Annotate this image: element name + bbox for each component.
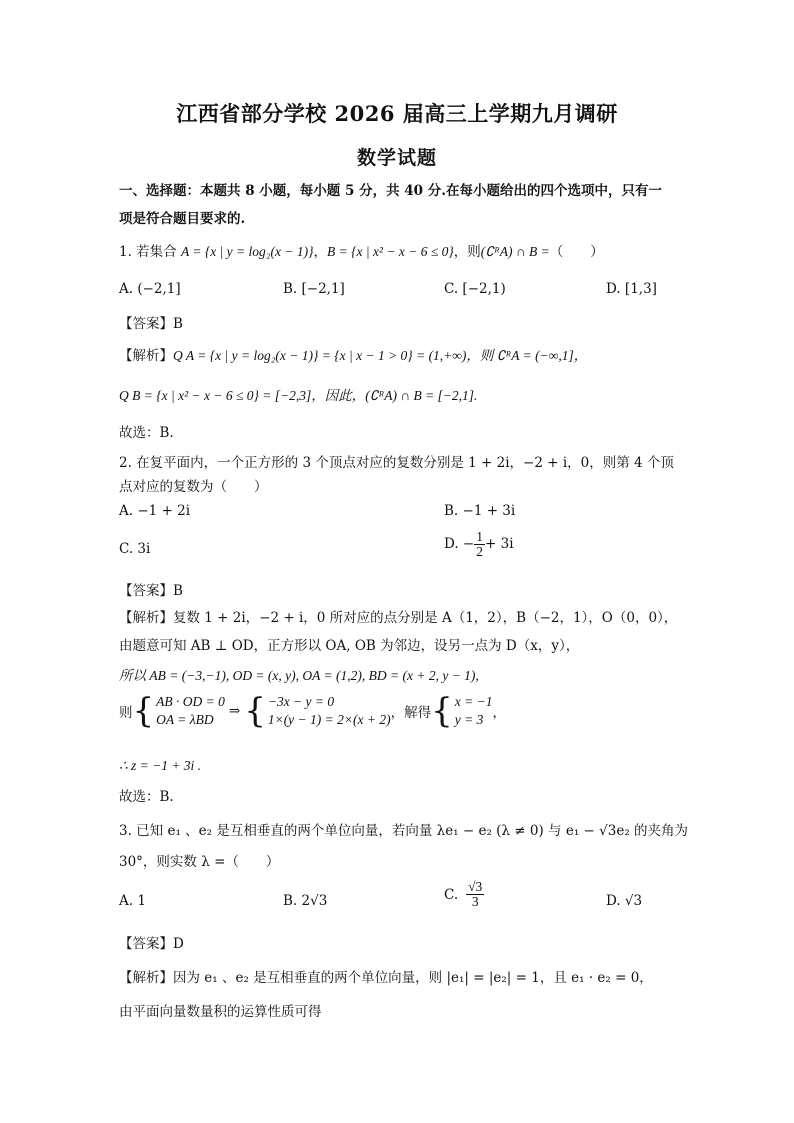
left-brace-icon: { [244, 691, 266, 732]
q1-option-b: B. [−2,1] [283, 281, 345, 297]
q2-option-d-fraction [474, 530, 485, 559]
page-subtitle: 数学试题 [356, 147, 437, 169]
q3-stem-line2: 30°，则实数 λ =（ ） [119, 854, 280, 870]
q1-blank: （ ） [549, 244, 604, 260]
system-row: OA = λBD [156, 712, 214, 728]
q1-number: 1. 若集合 [119, 244, 181, 260]
q1-expression: (∁ᴿA) ∩ B = [480, 244, 550, 259]
q1-option-d: D. [1,3] [606, 281, 657, 297]
q1-analysis-text1: Q A = {x | y = log₂(x − 1)} = {x | x − 1 > 0} = (1,+∞)，则 ∁ᴿA = (−∞,1]， [173, 348, 588, 363]
q2-analysis-systems [119, 691, 506, 732]
fraction-numerator: 1 [476, 529, 483, 544]
q2-solve-label: ，解得 [390, 705, 432, 722]
q2-stem-line2: 点对应的复数为（ ） [119, 479, 268, 495]
section-instruction-line1: 一、选择题：本题共 8 小题，每小题 5 分，共 40 分.在每小题给出的四个选项中，只有一 [119, 183, 662, 199]
q3-stem-line1: 3. 已知 e₁ 、e₂ 是互相垂直的两个单位向量，若向量 λe₁ − e₂ (λ ≠ 0) 与 e₁ − √3e₂ 的夹角为 [119, 823, 689, 839]
implies-arrow-icon: ⇒ [228, 703, 241, 720]
q1-analysis-line1 [119, 344, 587, 364]
q1-option-c: C. [−2,1) [444, 281, 506, 297]
system-row: y = 3 [454, 712, 484, 728]
q1-conclusion: 故选：B. [119, 425, 174, 441]
fraction-denominator: 3 [471, 894, 479, 910]
q2-system-2 [268, 693, 391, 729]
q2-analysis-result: ∴ z = −1 + 3i . [119, 758, 202, 773]
q2-conclusion: 故选：B. [119, 789, 174, 805]
q3-option-c [444, 880, 484, 909]
q3-option-b: B. 2√3 [283, 893, 328, 909]
q3-option-c-prefix: C. [444, 886, 459, 903]
q1-set-a: A = {x | y = log₂(x − 1)} [180, 244, 314, 259]
q1-sep2: ，则 [453, 244, 481, 260]
q3-option-d: D. √3 [606, 893, 643, 909]
left-brace-icon: { [132, 691, 155, 732]
analysis-label: 【解析】 [119, 348, 173, 364]
fraction-numerator: √3 [468, 879, 483, 894]
q1-option-a: A. (−2,1] [119, 281, 181, 297]
section-instruction-line2: 项是符合题目要求的. [119, 211, 246, 227]
q2-stem-line1: 2. 在复平面内，一个正方形的 3 个顶点对应的复数分别是 1 + 2i，−2 + i，0，则第 4 个顶 [119, 455, 674, 471]
q3-analysis-line1: 【解析】因为 e₁ 、e₂ 是互相垂直的两个单位向量，则 |e₁| = |e₂| = 1，且 e₁ · e₂ = 0， [119, 970, 653, 986]
page-title: 江西省部分学校 2026 届高三上学期九月调研 [176, 101, 618, 126]
q2-answer: 【答案】B [119, 583, 183, 599]
q3-option-c-fraction [466, 880, 484, 909]
q2-option-d-suffix: + 3i [485, 536, 514, 553]
q2-analysis-line2: 由题意可知 AB ⊥ OD，正方形以 OA, OB 为邻边，设另一点为 D（x，y）， [119, 638, 580, 654]
q2-option-d [444, 530, 514, 559]
q3-answer: 【答案】D [119, 936, 184, 952]
q2-analysis-line3: 所以 AB = (−3,−1), OD = (x, y), OA = (1,2), BD = (x + 2, y − 1), [119, 668, 479, 683]
system-row: x = −1 [454, 694, 493, 709]
q2-tail: ， [492, 705, 506, 722]
q2-option-b: B. −1 + 3i [444, 503, 516, 519]
q2-then-label: 则 [119, 705, 133, 722]
q2-option-c: C. 3i [119, 541, 151, 557]
q3-option-a: A. 1 [119, 893, 146, 909]
q2-option-a: A. −1 + 2i [119, 503, 191, 519]
q2-system-1 [156, 693, 225, 729]
q1-sep1: ， [313, 244, 327, 260]
q2-option-d-prefix: D. − [444, 536, 475, 553]
system-row: 1×(y − 1) = 2×(x + 2) [267, 712, 391, 728]
q3-analysis-line2: 由平面向量数量积的运算性质可得 [119, 1004, 322, 1020]
q2-analysis-line1: 【解析】复数 1 + 2i，−2 + i，0 所对应的点分别是 A（1，2），B（−2，1），O（0，0）， [119, 610, 678, 626]
fraction-denominator: 2 [476, 544, 483, 560]
q1-set-b: B = {x | x² − x − 6 ≤ 0} [326, 244, 454, 259]
q1-stem [119, 240, 604, 260]
left-brace-icon: { [431, 691, 453, 732]
q2-system-3 [455, 693, 493, 729]
system-row: −3x − y = 0 [267, 694, 335, 709]
q1-answer: 【答案】B [119, 316, 183, 332]
system-row: AB · OD = 0 [156, 694, 225, 709]
q1-analysis-line2: Q B = {x | x² − x − 6 ≤ 0} = [−2,3]，因此，(∁ᴿA) ∩ B = [−2,1]. [119, 388, 478, 403]
